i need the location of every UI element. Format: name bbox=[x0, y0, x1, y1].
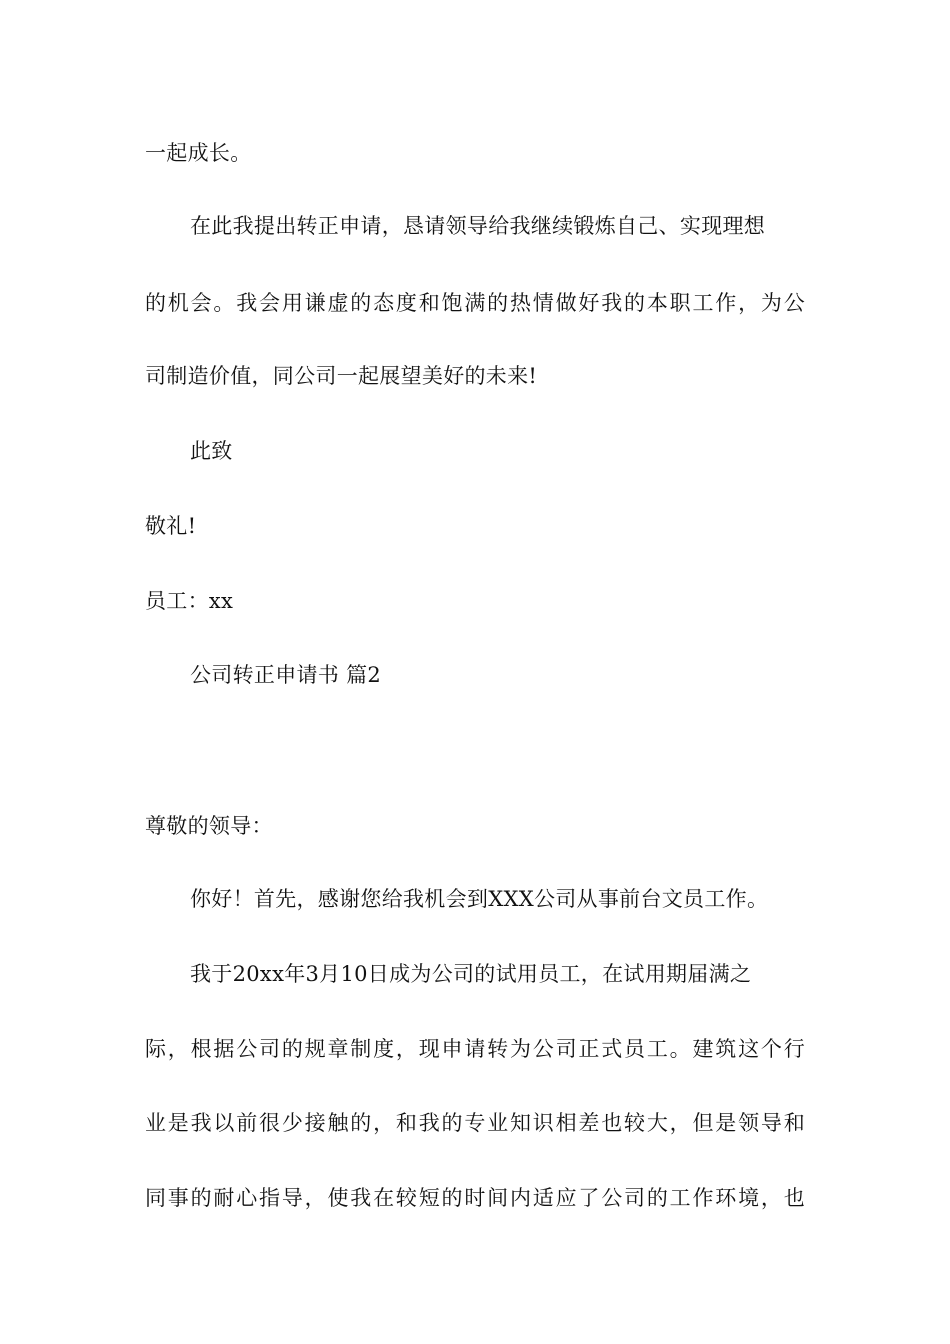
closing-regards: 敬礼! bbox=[145, 514, 197, 538]
paragraph-line: 的机会。我会用谦虚的态度和饱满的热情做好我的本职工作，为公 bbox=[145, 291, 805, 315]
paragraph-line: 际，根据公司的规章制度，现申请转为公司正式员工。建筑这个行 bbox=[145, 1037, 805, 1061]
paragraph-line: 我于20xx年3月10日成为公司的试用员工，在试用期届满之 bbox=[190, 962, 752, 986]
paragraph-line: 在此我提出转正申请，恳请领导给我继续锻炼自己、实现理想 bbox=[190, 214, 766, 238]
paragraph-line: 业是我以前很少接触的，和我的专业知识相差也较大，但是领导和 bbox=[145, 1111, 805, 1135]
paragraph-line: 同事的耐心指导，使我在较短的时间内适应了公司的工作环境，也 bbox=[145, 1186, 805, 1210]
signature-line: 员工：xx bbox=[145, 589, 234, 613]
paragraph-line: 一起成长。 bbox=[145, 141, 252, 165]
paragraph-line: 你好！首先，感谢您给我机会到XXX公司从事前台文员工作。 bbox=[190, 887, 769, 911]
section-heading: 公司转正申请书 篇2 bbox=[190, 663, 382, 687]
paragraph-line: 司制造价值，同公司一起展望美好的未来! bbox=[145, 364, 538, 388]
closing-salutation: 此致 bbox=[190, 439, 233, 463]
greeting: 尊敬的领导： bbox=[145, 814, 273, 838]
